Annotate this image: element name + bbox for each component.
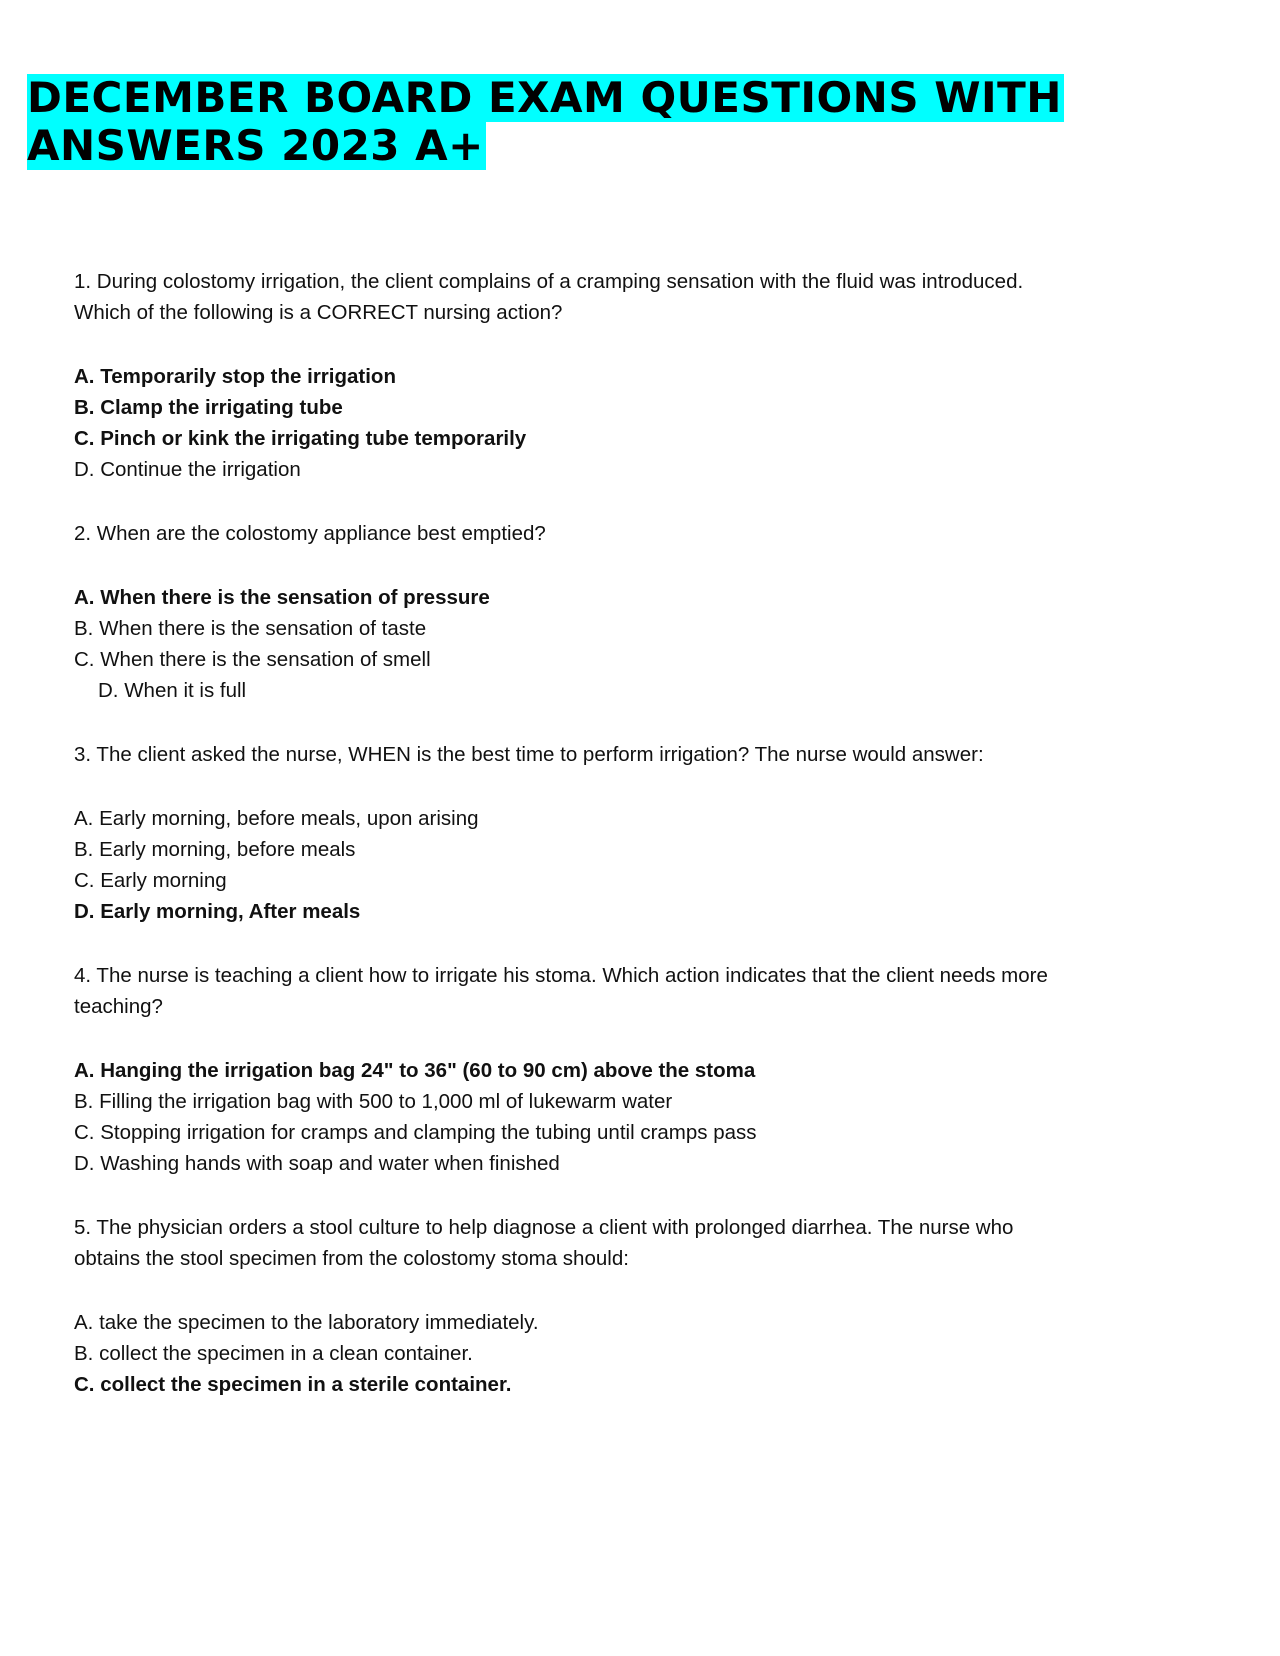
option-item: D. When it is full: [98, 679, 247, 702]
option-list: [74, 803, 1074, 927]
page-title-line-1: DECEMBER BOARD EXAM QUESTIONS WITH: [27, 73, 1062, 122]
question-block-5: [74, 1212, 1074, 1400]
option-list: [74, 1055, 1074, 1179]
option-item: D. Continue the irrigation: [74, 458, 301, 481]
question-text: 1. During colostomy irrigation, the client complains of a cramping sensation with the fluid was introduced. Which of the following is a CORRECT nursing action?: [74, 270, 1024, 324]
option-item: B. When there is the sensation of taste: [74, 617, 427, 640]
option-item: A. take the specimen to the laboratory immediately.: [74, 1311, 539, 1334]
option-item-correct: C. collect the specimen in a sterile container.: [74, 1373, 512, 1396]
option-item-correct: B. Clamp the irrigating tube: [74, 396, 343, 419]
question-block-4: [74, 960, 1074, 1179]
option-item: B. collect the specimen in a clean container.: [74, 1342, 473, 1365]
option-list: [74, 1307, 1074, 1400]
question-text: 2. When are the colostomy appliance best emptied?: [74, 522, 546, 545]
option-item: A. Early morning, before meals, upon arising: [74, 807, 479, 830]
option-item-correct: C. Pinch or kink the irrigating tube temporarily: [74, 427, 527, 450]
question-text: 5. The physician orders a stool culture to help diagnose a client with prolonged diarrhea. The nurse who obtains the stool specimen from the colostomy stoma should:: [74, 1216, 1014, 1270]
option-item-correct: A. When there is the sensation of pressure: [74, 586, 490, 609]
page-title: [27, 74, 1127, 170]
question-text: 4. The nurse is teaching a client how to irrigate his stoma. Which action indicates that the client needs more teaching?: [74, 964, 1048, 1018]
option-item: B. Filling the irrigation bag with 500 to 1,000 ml of lukewarm water: [74, 1090, 673, 1113]
question-block-2: [74, 518, 1074, 706]
question-block-1: [74, 266, 1074, 485]
option-item-correct: A. Hanging the irrigation bag 24" to 36" (60 to 90 cm) above the stoma: [74, 1059, 756, 1082]
option-item: C. When there is the sensation of smell: [74, 648, 431, 671]
option-item: C. Stopping irrigation for cramps and clamping the tubing until cramps pass: [74, 1121, 757, 1144]
option-item: C. Early morning: [74, 869, 227, 892]
option-list: [74, 361, 1074, 485]
page-title-line-2: ANSWERS 2023 A+: [27, 121, 484, 170]
question-list: [74, 266, 1074, 1433]
question-block-3: [74, 739, 1074, 927]
option-item-correct: D. Early morning, After meals: [74, 900, 361, 923]
option-item-correct: A. Temporarily stop the irrigation: [74, 365, 396, 388]
option-item: B. Early morning, before meals: [74, 838, 356, 861]
option-item: D. Washing hands with soap and water when finished: [74, 1152, 560, 1175]
option-list: [74, 582, 1074, 706]
question-text: 3. The client asked the nurse, WHEN is the best time to perform irrigation? The nurse would answer:: [74, 743, 984, 766]
